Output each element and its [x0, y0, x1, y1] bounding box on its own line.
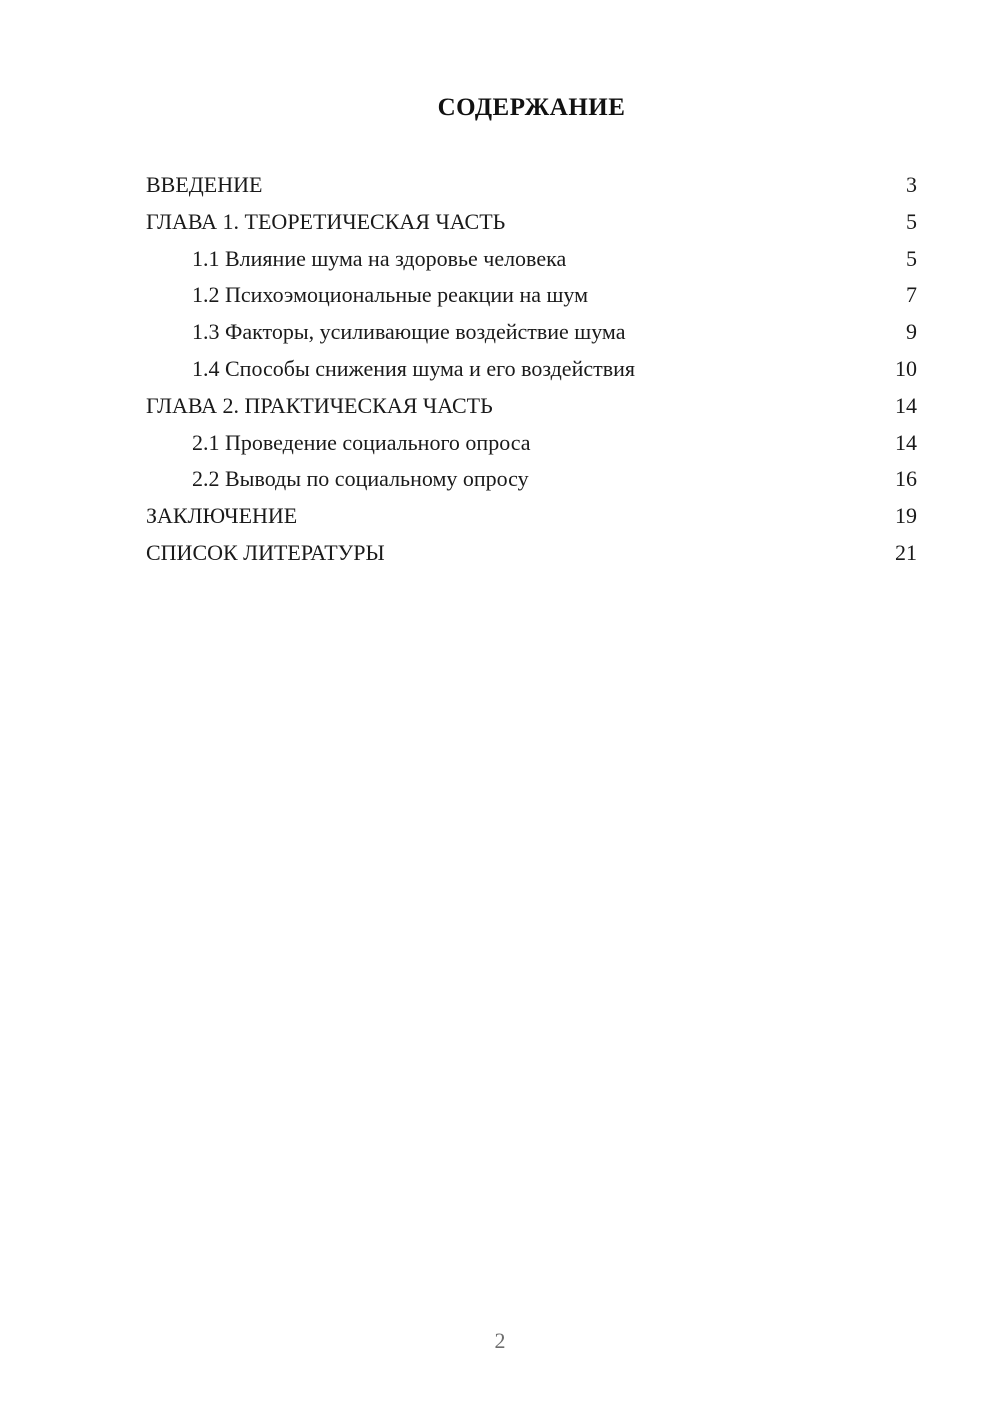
- toc-entry-label: 2.2 Выводы по социальному опросу: [192, 466, 529, 492]
- toc-entry-1-1: [146, 241, 917, 278]
- toc-entry-label: 1.1 Влияние шума на здоровье человека: [192, 245, 567, 271]
- toc-entry-introduction: [146, 167, 917, 204]
- toc-entry-label: 2.1 Проведение социального опроса: [192, 429, 531, 455]
- toc-entry-bibliography: [146, 535, 917, 572]
- toc-entry-page-number: 10: [895, 355, 917, 381]
- toc-entry-label: 1.4 Способы снижения шума и его воздействия: [192, 355, 636, 381]
- toc-entry-page-number: 19: [895, 503, 917, 529]
- toc-entry-chapter-1: [146, 204, 917, 241]
- page-title: СОДЕРЖАНИЕ: [437, 94, 626, 121]
- toc-entry-label: СПИСОК ЛИТЕРАТУРЫ: [146, 539, 385, 565]
- table-of-contents: [146, 167, 917, 572]
- toc-entry-label: ГЛАВА 2. ПРАКТИЧЕСКАЯ ЧАСТЬ: [146, 392, 493, 418]
- toc-entry-page-number: 14: [895, 392, 917, 418]
- toc-entry-label: ВВЕДЕНИЕ: [146, 172, 263, 197]
- toc-entry-1-3: [146, 314, 917, 351]
- toc-entry-2-2: [146, 461, 917, 498]
- toc-entry-page-number: 14: [895, 429, 917, 455]
- toc-entry-conclusion: [146, 498, 917, 535]
- toc-entry-page-number: 9: [906, 319, 917, 345]
- toc-entry-page-number: 5: [906, 245, 917, 271]
- toc-entry-page-number: 16: [895, 466, 917, 492]
- toc-entry-label: ГЛАВА 1. ТЕОРЕТИЧЕСКАЯ ЧАСТЬ: [146, 208, 506, 234]
- toc-entry-page-number: 7: [906, 282, 917, 308]
- toc-entry-chapter-2: [146, 388, 917, 425]
- footer-page-number: 2: [494, 1328, 506, 1353]
- toc-entry-label: ЗАКЛЮЧЕНИЕ: [146, 503, 298, 529]
- toc-entry-2-1: [146, 425, 917, 462]
- toc-entry-page-number: 5: [906, 208, 917, 234]
- toc-entry-label: 1.2 Психоэмоциональные реакции на шум: [192, 282, 589, 308]
- toc-entry-page-number: 3: [906, 172, 917, 197]
- toc-entry-1-4: [146, 351, 917, 388]
- toc-entry-1-2: [146, 277, 917, 314]
- toc-entry-label: 1.3 Факторы, усиливающие воздействие шума: [192, 319, 626, 345]
- toc-entry-page-number: 21: [895, 539, 917, 565]
